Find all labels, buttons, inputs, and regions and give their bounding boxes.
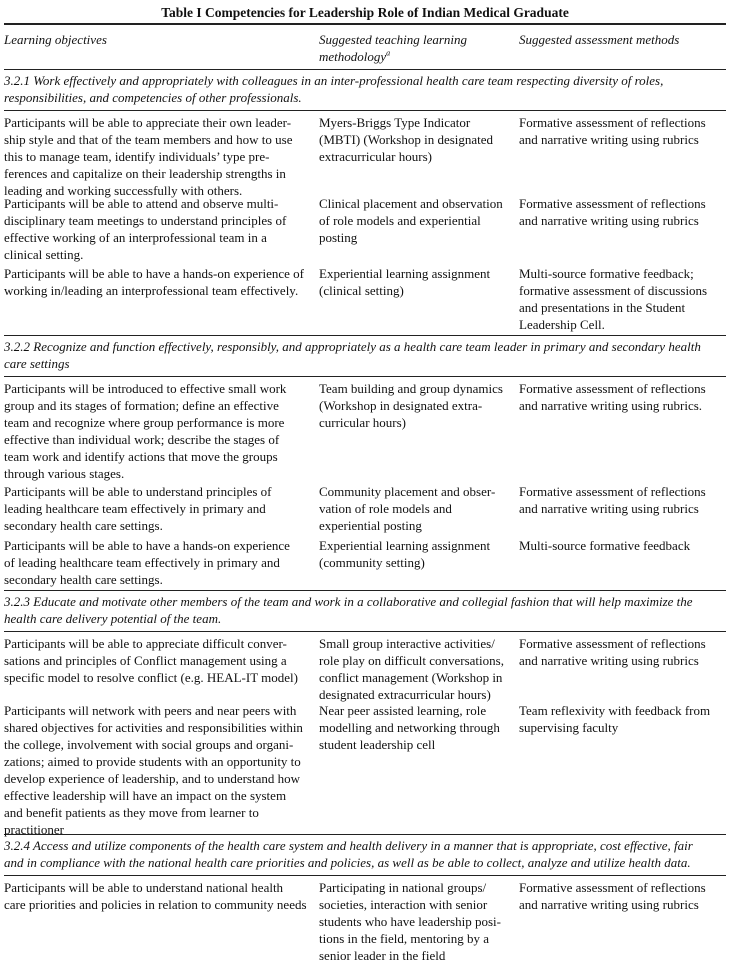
- assessment-method: Formative assessment of reflections and narrative writing using rubrics: [519, 483, 706, 516]
- teaching-methodology: Experiential learning assignment (clinical setting): [319, 265, 491, 298]
- assessment-method: Formative assessment of reflections and narrative writing using rubrics: [519, 879, 706, 912]
- section-heading-3-2-1: 3.2.1 Work effectively and appropriately with colleagues in an inter-professional health care team respecting diversity of roles, responsibilities, and competencies of other professionals.: [4, 72, 664, 105]
- assessment-method: Formative assessment of reflections and narrative writing using rubrics.: [519, 380, 706, 413]
- teaching-methodology: Near peer assisted learning, role modelling and networking through student leadership cell: [319, 702, 500, 752]
- learning-objective: Participants will be able to have a hands-on experience of working in/leading an interprofessional team effectively.: [4, 265, 304, 298]
- table-row: [4, 265, 726, 335]
- assessment-method: Team reflexivity with feedback from supervising faculty: [519, 702, 711, 735]
- learning-objective: Participants will be able to have a hands-on experience of leading healthcare team effectively in primary and secondary health care settings.: [4, 537, 290, 587]
- header-assessment-methods: Suggested assessment methods: [519, 31, 680, 47]
- teaching-methodology: Team building and group dynamics (Workshop in designated extra- curricular hours): [319, 380, 503, 430]
- learning-objective: Participants will be able to attend and observe multi- disciplinary team meetings to understand principles of effective working of an interprofessional team in a clinical setting.: [4, 195, 287, 262]
- learning-objective: Participants will be able to understand national health care priorities and policies in relation to community needs: [4, 879, 307, 912]
- teaching-methodology: Clinical placement and observation of role models and experiential posting: [319, 195, 503, 245]
- table-row: [4, 483, 726, 537]
- teaching-methodology: Experiential learning assignment (community setting): [319, 537, 491, 570]
- learning-objective: Participants will be able to appreciate difficult conver- sations and principles of Conflict management using a specific model to resolve conflict (e.g. HEAL-IT model): [4, 635, 298, 685]
- table-row: [4, 632, 726, 702]
- teaching-methodology: Small group interactive activities/ role play on difficult conversations, conflict management (Workshop in designated extracurricular hours): [319, 635, 504, 702]
- learning-objective: Participants will be able to understand principles of leading healthcare team effectively in primary and secondary health care settings.: [4, 483, 272, 533]
- table-title: Table I Competencies for Leadership Role of Indian Medical Graduate: [161, 5, 569, 20]
- assessment-method: Multi-source formative feedback: [519, 537, 691, 553]
- assessment-method: Formative assessment of reflections and narrative writing using rubrics: [519, 114, 706, 147]
- assessment-method: Formative assessment of reflections and narrative writing using rubrics: [519, 635, 706, 668]
- learning-objective: Participants will be able to appreciate their own leader- ship style and that of the team members and how to use this to manage team, identify individuals’ type pre- ferences and capitalize on their leadership strengths in leading and working successfully with others.: [4, 114, 293, 198]
- table-row: [4, 702, 726, 837]
- table-row: [4, 195, 726, 265]
- header-learning-objectives: Learning objectives: [4, 31, 107, 47]
- table-row: [4, 377, 726, 483]
- section-heading-3-2-4: 3.2.4 Access and utilize components of the health care system and health delivery in a manner that is appropriate, cost effective, fair and in compliance with the national health care priorities and policies, as well as be able to collect, analyze and utilize health data.: [4, 837, 693, 870]
- section-heading-3-2-3: 3.2.3 Educate and motivate other members of the team and work in a collaborative and collegial fashion that will help maximize the health care delivery potential of the team.: [4, 593, 693, 626]
- footnote-marker: a: [386, 48, 391, 58]
- table-row: [4, 876, 726, 966]
- header-teaching-methodology: [319, 31, 519, 65]
- assessment-method: Formative assessment of reflections and narrative writing using rubrics: [519, 195, 706, 228]
- assessment-method: Multi-source formative feedback; formative assessment of discussions and presentations in the Student Leadership Cell.: [519, 265, 708, 332]
- learning-objective: Participants will network with peers and near peers with shared objectives for activities and responsibilities within the college, involvement with social groups and organi- zations; aimed to provide students with an opportunity to develop experience of leadership, and to understand how effective leadership will have an impact on the system and benefit patients as they move from learner to practitioner: [4, 702, 303, 837]
- header-teaching-methodology-text: Suggested teaching learning methodology: [319, 31, 468, 64]
- table-row: [4, 537, 726, 590]
- teaching-methodology: Community placement and obser- vation of role models and experiential posting: [319, 483, 496, 533]
- teaching-methodology: Participating in national groups/ societies, interaction with senior students who have leadership posi- tions in the field, mentoring by a senior leader in the field: [319, 879, 501, 963]
- table-row: [4, 111, 726, 198]
- learning-objective: Participants will be introduced to effective small work group and its stages of formation; define an effective team and recognize where group performance is more effective than individual work; describe the stages of team work and identify actions that move the groups through various stages.: [4, 380, 287, 481]
- table-header-row: [4, 25, 726, 69]
- section-heading-3-2-2: 3.2.2 Recognize and function effectively, responsibly, and appropriately as a health care team leader in primary and secondary health care settings: [4, 338, 701, 371]
- teaching-methodology: Myers-Briggs Type Indicator (MBTI) (Workshop in designated extracurricular hours): [319, 114, 494, 164]
